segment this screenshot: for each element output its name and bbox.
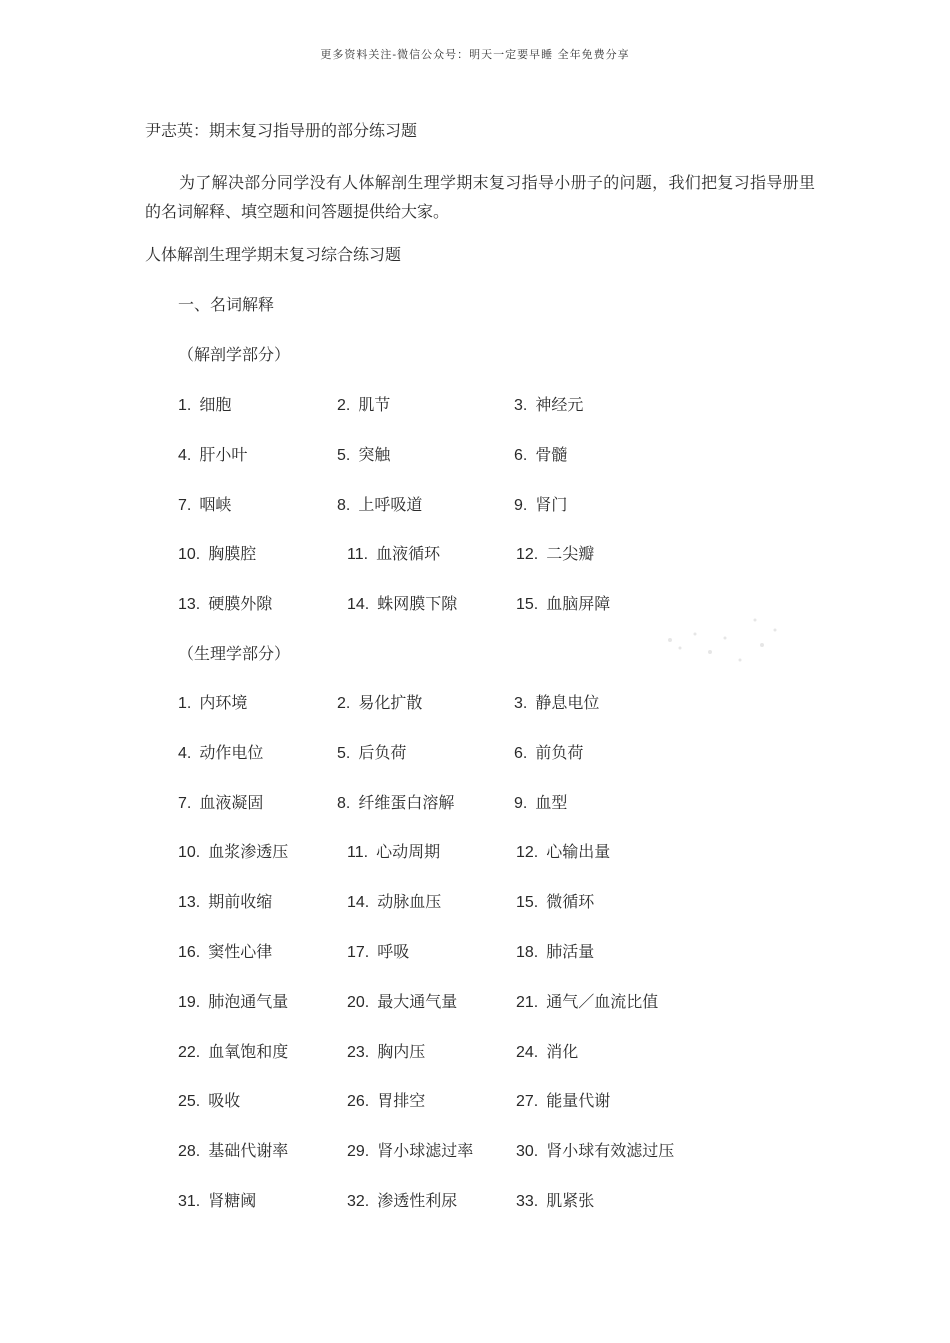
term-number: 11. — [347, 844, 369, 862]
term-item — [178, 889, 272, 912]
term-item — [516, 1039, 578, 1062]
term-text: 期前收缩 — [208, 892, 273, 912]
term-text: 血液循环 — [376, 544, 441, 564]
term-text: 胸膜腔 — [208, 544, 257, 564]
term-text: 血脑屏障 — [546, 594, 611, 614]
term-number: 14. — [347, 596, 370, 614]
term-number: 17. — [347, 944, 370, 961]
term-item — [178, 492, 231, 515]
term-text: 胃排空 — [377, 1091, 426, 1111]
term-item — [516, 541, 594, 564]
term-number: 14. — [347, 894, 370, 912]
term-number: 10. — [178, 546, 201, 564]
term-text: 能量代谢 — [546, 1091, 611, 1111]
physiology-section-label: （生理学部分） — [178, 644, 291, 663]
term-item — [337, 740, 406, 763]
term-number: 8. — [337, 794, 351, 812]
term-text: 血氧饱和度 — [208, 1041, 289, 1061]
term-item — [347, 1039, 425, 1062]
term-text: 肌紧张 — [546, 1191, 595, 1210]
term-text: 骨髓 — [535, 444, 568, 464]
term-number: 21. — [516, 993, 539, 1011]
term-item — [516, 1138, 674, 1161]
term-text: 肌节 — [358, 395, 391, 414]
term-number: 7. — [178, 794, 192, 812]
term-number: 3. — [514, 397, 528, 414]
term-text: 血型 — [535, 792, 568, 812]
term-number: 2. — [337, 695, 351, 712]
term-number: 15. — [516, 894, 539, 912]
term-number: 13. — [178, 596, 201, 614]
term-item — [516, 591, 610, 614]
term-item — [178, 541, 256, 564]
intro-paragraph: 为了解决部分同学没有人体解剖生理学期末复习指导小册子的问题，我们把复习指导册里的名词解释、填空题和问答题提供给大家。 — [145, 173, 815, 221]
term-item — [347, 839, 440, 862]
term-text: 动作电位 — [199, 742, 264, 762]
term-text: 血浆渗透压 — [208, 842, 289, 862]
term-number: 4. — [178, 744, 192, 762]
term-item — [347, 889, 441, 912]
term-item — [337, 442, 390, 465]
term-item — [337, 492, 422, 515]
term-text: 蛛网膜下隙 — [377, 594, 458, 614]
term-number: 30. — [516, 1143, 539, 1161]
term-number: 28. — [178, 1143, 201, 1161]
term-number: 26. — [347, 1093, 370, 1111]
term-item — [178, 1039, 288, 1062]
term-text: 二尖瓣 — [546, 544, 595, 564]
term-number: 12. — [516, 546, 539, 564]
term-number: 5. — [337, 744, 351, 762]
term-text: 渗透性利尿 — [377, 1191, 458, 1210]
term-item — [347, 541, 440, 564]
term-item — [516, 1188, 594, 1211]
page-title: 尹志英：期末复习指导册的部分练习题 — [145, 121, 418, 140]
term-text: 胸内压 — [377, 1041, 426, 1061]
term-text: 后负荷 — [358, 742, 407, 762]
term-text: 呼吸 — [377, 942, 410, 961]
term-text: 肺活量 — [546, 942, 595, 961]
term-number: 1. — [178, 397, 192, 414]
term-number: 23. — [347, 1043, 370, 1061]
term-item — [178, 392, 231, 415]
term-item — [516, 839, 610, 862]
term-item — [178, 442, 247, 465]
term-text: 硬膜外隙 — [208, 594, 273, 614]
term-text: 咽峡 — [199, 494, 232, 514]
term-number: 31. — [178, 1193, 201, 1210]
term-item — [178, 939, 272, 962]
term-item — [514, 740, 583, 763]
term-number: 33. — [516, 1193, 539, 1210]
term-number: 19. — [178, 993, 201, 1011]
term-item — [516, 989, 658, 1012]
term-number: 11. — [347, 546, 369, 564]
term-text: 纤维蛋白溶解 — [358, 792, 455, 812]
term-item — [514, 392, 583, 415]
term-item — [337, 392, 390, 415]
term-item — [514, 492, 567, 515]
term-item — [347, 1088, 425, 1111]
term-item — [178, 839, 288, 862]
term-item — [337, 690, 422, 713]
term-text: 窦性心律 — [208, 942, 273, 961]
term-item — [347, 1188, 457, 1211]
term-item — [347, 1138, 473, 1161]
term-item — [178, 1088, 240, 1111]
term-number: 9. — [514, 794, 528, 812]
term-item — [337, 790, 454, 813]
term-item — [347, 591, 457, 614]
term-number: 6. — [514, 744, 528, 762]
term-text: 肾小球有效滤过压 — [546, 1141, 675, 1161]
term-item — [347, 989, 457, 1012]
section-heading-terms: 一、名词解释 — [178, 295, 275, 314]
term-item — [514, 442, 567, 465]
term-number: 4. — [178, 446, 192, 464]
subtitle: 人体解剖生理学期末复习综合练习题 — [145, 245, 402, 264]
term-number: 6. — [514, 446, 528, 464]
term-number: 2. — [337, 397, 351, 414]
term-number: 25. — [178, 1093, 201, 1111]
term-number: 20. — [347, 993, 370, 1011]
term-text: 前负荷 — [535, 742, 584, 762]
term-text: 肾糖阈 — [208, 1191, 257, 1210]
term-item — [516, 889, 594, 912]
term-number: 15. — [516, 596, 539, 614]
term-number: 32. — [347, 1193, 370, 1210]
term-text: 上呼吸道 — [358, 494, 423, 514]
term-item — [514, 690, 599, 713]
term-number: 7. — [178, 496, 192, 514]
term-number: 22. — [178, 1043, 201, 1061]
term-number: 13. — [178, 894, 201, 912]
term-text: 心输出量 — [546, 842, 611, 862]
term-text: 吸收 — [208, 1091, 241, 1111]
term-text: 静息电位 — [535, 693, 600, 712]
term-item — [178, 690, 247, 713]
term-number: 10. — [178, 844, 201, 862]
term-item — [178, 1188, 256, 1211]
term-text: 神经元 — [535, 395, 584, 414]
anatomy-section-label: （解剖学部分） — [178, 345, 291, 364]
term-text: 基础代谢率 — [208, 1141, 289, 1161]
term-number: 29. — [347, 1143, 370, 1161]
term-number: 9. — [514, 496, 528, 514]
term-text: 肺泡通气量 — [208, 991, 289, 1011]
term-number: 5. — [337, 446, 351, 464]
term-item — [178, 790, 263, 813]
term-text: 细胞 — [199, 395, 232, 414]
term-text: 肝小叶 — [199, 444, 248, 464]
term-item — [178, 591, 272, 614]
term-number: 27. — [516, 1093, 539, 1111]
term-text: 肾门 — [535, 494, 568, 514]
term-number: 3. — [514, 695, 528, 712]
term-number: 18. — [516, 944, 539, 961]
term-item — [516, 1088, 610, 1111]
header-notice: 更多资料关注-微信公众号：明天一定要早睡 全年免费分享 — [320, 48, 630, 61]
term-item — [514, 790, 567, 813]
term-text: 心动周期 — [376, 842, 441, 862]
term-item — [178, 1138, 288, 1161]
term-item — [178, 989, 288, 1012]
term-item — [347, 939, 409, 962]
term-number: 1. — [178, 695, 192, 712]
term-number: 24. — [516, 1043, 539, 1061]
term-text: 通气／血流比值 — [546, 991, 659, 1011]
term-text: 动脉血压 — [377, 892, 442, 912]
term-text: 肾小球滤过率 — [377, 1141, 474, 1161]
term-text: 微循环 — [546, 892, 595, 912]
term-text: 易化扩散 — [358, 693, 423, 712]
term-text: 消化 — [546, 1041, 579, 1061]
term-text: 血液凝固 — [199, 792, 264, 812]
term-number: 8. — [337, 496, 351, 514]
term-text: 内环境 — [199, 693, 248, 712]
term-number: 12. — [516, 844, 539, 862]
term-item — [178, 740, 263, 763]
term-item — [516, 939, 594, 962]
term-text: 最大通气量 — [377, 991, 458, 1011]
term-number: 16. — [178, 944, 201, 961]
term-text: 突触 — [358, 444, 391, 464]
